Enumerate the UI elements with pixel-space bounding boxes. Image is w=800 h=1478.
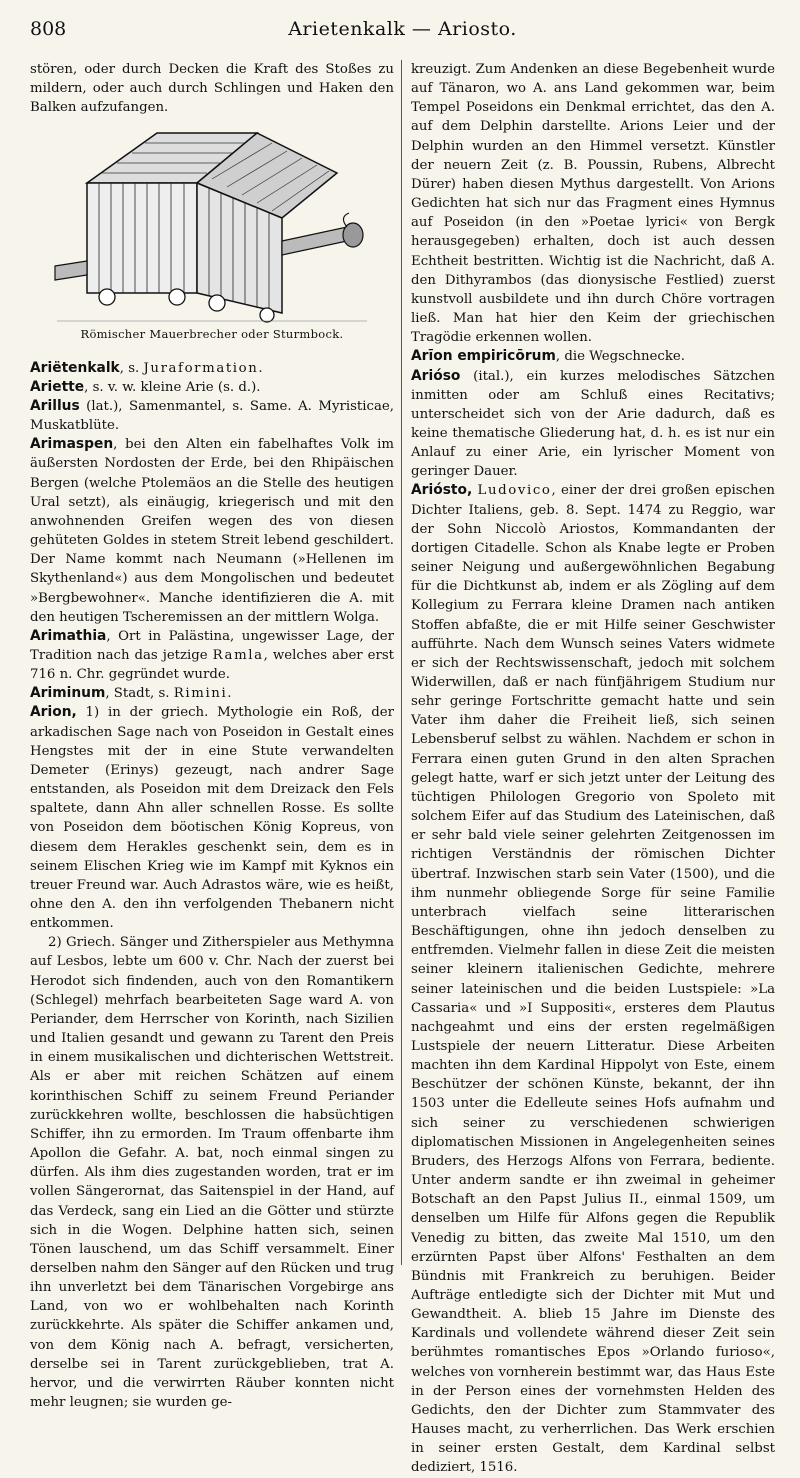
entry-arion-part2: 2) Griech. Sänger und Zitherspieler aus Methymna auf Lesbos, lebte um 600 v. Chr. Nach der zuerst bei Herodot sich findenden, auch von den Romantikern (Schlegel) mehrfach bearbeiteten Sage ward A. von Periander, dem Herrscher von Korinth, nach Sizilien und Italien gesandt und gewann zu Tarent den Preis in einem musikalischen und dichterischen Wettstreit. Als er aber mit reichen Schätzen auf einem korinthischen Schiff zu seinem Freund Periander zurückkehren wollte, beschlossen die habsüchtigen Schiffer, ihn zu ermorden. Im Traum offenbarte ihm Apollon die Gefahr. A. bat, noch einmal singen zu dürfen. Als ihm dies zugestanden worden, trat er im vollen Sängerornat, das Saitenspiel in der Hand, auf das Verdeck, sang ein Lied an die Götter und stürzte sich in die Wogen. Delphine hatten sich, seinen Tönen lauschend, um das Schiff versammelt. Einer derselben nahm den Sänger auf den Rücken und trug ihn unverletzt bei dem Tänarischen Vorgebirge ans Land, von wo er wohlbehalten nach Korinth zurückkehrte. Als später die Schiffer ankamen und, von dem König nach A. befragt, versicherten, derselbe sei in Tarent zurückgeblieben, trat A. hervor, und die verwirrten Räuber konnten nicht mehr leugnen; sie wurden ge- (30, 935, 394, 1411)
entry-arioso (411, 367, 775, 482)
entry-text: , s. (119, 360, 144, 376)
entry-ariosto (411, 481, 775, 1477)
headword: Ariëtenkalk (30, 359, 120, 376)
entry-ariminum (30, 684, 394, 703)
headword: Ariminum (30, 685, 106, 702)
entry-arimaspen (30, 435, 394, 627)
entry-text: , welches aber erst 716 n. Chr. gegründet wurde. (30, 647, 395, 683)
entry-text: 1) in der griech. Mythologie ein Roß, der arkadischen Sage nach von Poseidon in Gestalt eines Hengstes mit der in eine Stute verwandelten Demeter (Erinys) gezeugt, nach andrer Sage entstanden, als Poseidon mit dem Dreizack den Fels spaltete, dann Ahn aller schnellen Rosse. Es sollte von Poseidon dem böotischen König Kopreus, von diesem dem Herakles geschenkt sein, dem es in seinem Elischen Krieg wie im Kampf mit Kyknos ein treuer Freund war. Auch Adrastos wäre, wie es heißt, ohne den A. den ihn verfolgenden Thebanern nicht entkommen. (30, 705, 394, 932)
page-header (30, 18, 775, 48)
figure-caption: Römischer Mauerbrecher oder Sturmbock. (80, 327, 344, 342)
entry-arimathia (30, 627, 394, 684)
entry-arion (30, 703, 394, 933)
cross-reference: Rimini. (173, 686, 234, 702)
battering-ram-illustration (47, 123, 377, 323)
page-number: 808 (30, 18, 67, 40)
entry-arion-empiricorum (411, 347, 775, 366)
left-column (30, 60, 395, 1411)
headword: Arimathia (30, 627, 107, 644)
headword: Arimaspen (30, 436, 114, 453)
headword: Ariette (30, 378, 85, 395)
entry-text: , bei den Alten ein fabelhaftes Volk im äußersten Nordosten der Erde, bei den Rhipäischen Bergen (welche Ptolemäos an die Stelle des heutigen Ural setzt), als einäugig, kriegerisch und mit den anwohnenden Greifen wegen des von diesen gehüteten Goldes in stetem Streit lebend geschildert. Der Name kommt nach Neumann (»Hellenen im Skythenland«) aus dem Mongolischen und bedeutet »Bergbewohner«. Manche identifizieren die A. mit den heutigen Tscheremissen an der mittlern Wolga. (30, 437, 394, 625)
entry-text: , die Wegschnecke. (555, 349, 686, 365)
cross-reference: Juraformation. (143, 360, 265, 376)
entry-text: (lat.), Samenmantel, s. Same. A. Myristicae, Muskatblüte. (30, 398, 394, 434)
spaced-name: Ramla (212, 647, 264, 663)
column-divider (401, 60, 402, 1265)
right-column (411, 60, 776, 1476)
entry-text: , Ort in Palästina, ungewisser Lage, der Tradition nach das jetzige (30, 628, 394, 663)
headword: Arīon empiricōrum (411, 348, 556, 365)
spaced-name: Ludovico (477, 483, 552, 499)
intro-paragraph: stören, oder durch Decken die Kraft des Stoßes zu mildern, oder auch durch Schlingen und Haken den Balken aufzufangen. (30, 62, 394, 116)
headword: Ariósto, (411, 482, 473, 499)
running-title: Arietenkalk — Ariosto. (288, 18, 517, 40)
entry-text: , einer der drei großen epischen Dichter Italiens, geb. 8. Sept. 1474 zu Reggio, war der Sohn Niccolò Ariostos, Kommandanten der dortigen Citadelle. Schon als Knabe legte er Proben seiner Neigung und außergewöhnlichen Begabung für die Dichtkunst ab, indem er als Zögling auf dem Kollegium zu Ferrara kleine Dramen nach antiken Stoffen abfaßte, die er mit Hilfe seiner Geschwister aufführte. Nach dem Wunsch seines Vaters widmete er sich der Rechtswissenschaft, jedoch mit solchem Widerwillen, daß er nach fünfjährigem Studium nur sehr geringe Fortschritte gemacht hatte und sein Vater ihm daher die Freiheit ließ, sich seinen Lebensberuf selbst zu wählen. Nachdem er schon in Ferrara einen guten Grund in den alten Sprachen gelegt hatte, warf er sich jetzt unter der Leitung des tüchtigen Philologen Gregorio von Spoleto mit solchem Eifer auf das Studium des Lateinischen, daß er sehr bald viele seiner gelehrten Zeitgenossen im richtigen Verständnis der römischen Dichter übertraf. Inzwischen starb sein Vater (1500), und die ihm nunmehr obliegende Sorge für seine Familie unterbrach vielfach seine litterarischen Beschäftigungen, ohne ihn jedoch denselben zu entfremden. Vielmehr fallen in diese Zeit die meisten seiner kleinern italienischen Gedichte, mehrere seiner lateinischen und die beiden Lustspiele: »La Cassaria« und »I Suppositi«, ersteres dem Plautus nachgeahmt und eins der ersten regelmäßigen Lustspiele der neuern Litteratur. Diese Arbeiten machten ihn dem Kardinal Hippolyt von Este, einem Beschützer der schönen Künste, bekannt, der ihn 1503 unter die Edelleute seines Hofs aufnahm und sich seiner zu verschiedenen schwierigen diplomatischen Missionen in Angelegenheiten seines Bruders, des Herzogs Alfons von Ferrara, bediente. Unter anderm sandte er ihn zweimal in geheimer Botschaft an den Papst Julius II., einmal 1509, um denselben um Hilfe für Alfons gegen die Republik Venedig zu bitten, das zweite Mal 1510, um den erzürnten Papst über Alfons' Festhalten an dem Bündnis mit Frankreich zu beruhigen. Beider Aufträge entledigte sich der Dichter mit Mut und Gewandtheit. A. blieb 15 Jahre im Dienste des Kardinals und vollendete während dieser Zeit sein berühmtes romantisches Epos »Orlando furioso«, welches von vornherein bestimmt war, das Haus Este in der Person eines der vornehmsten Helden des Gedichts, den der Dichter zum Stammvater des Hauses macht, zu verherrlichen. Das Werk erschien in seiner ersten Gestalt, dem Kardinal selbst dediziert, 1516. (411, 483, 776, 1476)
entry-text: , Stadt, s. (105, 686, 174, 702)
arion-continuation: kreuzigt. Zum Andenken an diese Begebenheit wurde auf Tänaron, wo A. ans Land gekommen war, beim Tempel Poseidons ein Denkmal errichtet, das den A. auf dem Delphin darstellte. Arions Leier und der Delphin wurden an den Himmel versetzt. Künstler der neuern Zeit (z. B. Poussin, Rubens, Albrecht Dürer) haben diesen Mythus dargestellt. Von Arions Gedichten hat sich nur das Fragment eines Hymnus auf Poseidon (in den »Poetae lyrici« von Bergk herausgegeben) erhalten, doch ist auch dessen Echtheit bestritten. Wichtig ist die Nachricht, daß A. den Dithyrambos (das dionysische Festlied) zuerst kunstvoll ausbildete und ihn durch Chöre vortragen ließ. Man hat hier den Keim der griechischen Tragödie erkennen wollen. (411, 62, 775, 346)
entry-arillus (30, 397, 394, 435)
headword: Arion, (30, 704, 77, 721)
entry-text: , s. v. w. kleine Arie (s. d.). (84, 379, 261, 395)
entry-ariette (30, 378, 394, 397)
entry-arietenkalk (30, 359, 394, 378)
entry-text: (ital.), ein kurzes melodisches Sätzchen inmitten oder am Schluß eines Recitativs; unterscheidet sich von der Arie dadurch, daß es keine thematische Gliederung hat, d. h. es ist nur ein Anlauf zu einer Arie, ein lyrischer Moment von geringer Dauer. (411, 368, 775, 480)
battering-ram-figure (30, 123, 394, 344)
headword: Arióso (411, 367, 461, 384)
headword: Arillus (30, 397, 80, 414)
